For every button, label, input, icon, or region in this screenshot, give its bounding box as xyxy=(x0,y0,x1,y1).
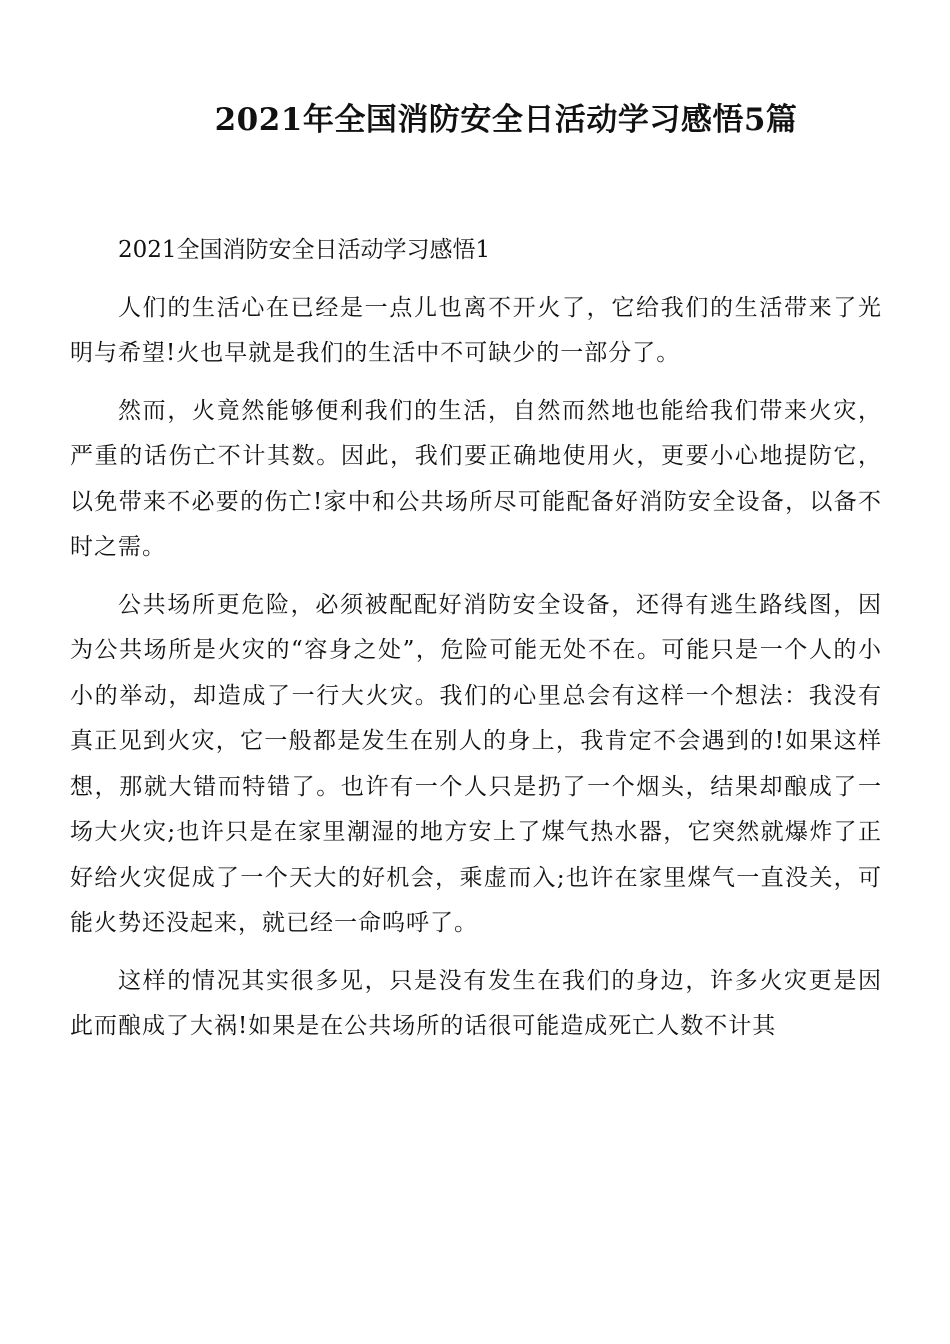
body-paragraph: 这样的情况其实很多见，只是没有发生在我们的身边，许多火灾更是因此而酿成了大祸!如果是在公共场所的话很可能造成死亡人数不计其 xyxy=(70,967,882,1039)
section-subheading: 2021全国消防安全日活动学习感悟1 xyxy=(118,237,491,263)
body-paragraph: 人们的生活心在已经是一点儿也离不开火了，它给我们的生活带来了光明与希望!火也早就是我们的生活中不可缺少的一部分了。 xyxy=(70,294,882,366)
body-paragraph: 公共场所更危险，必须被配配好消防安全设备，还得有逃生路线图，因为公共场所是火灾的“容身之处”，危险可能无处不在。可能只是一个人的小小的举动，却造成了一行大火灾。我们的心里总会有这样一个想法：我没有真正见到火灾，它一般都是发生在别人的身上，我肯定不会遇到的!如果这样想，那就大错而特错了。也许有一个人只是扔了一个烟头，结果却酿成了一场大火灾;也许只是在家里潮湿的地方安上了煤气热水器，它突然就爆炸了正好给火灾促成了一个天大的好机会，乘虚而入;也许在家里煤气一直没关，可能火势还没起来，就已经一命呜呼了。 xyxy=(70,591,882,936)
document-title: 2021年全国消防安全日活动学习感悟5篇 xyxy=(214,102,798,138)
document-body xyxy=(70,228,882,1062)
body-paragraph: 然而，火竟然能够便利我们的生活，自然而然地也能给我们带来火灾，严重的话伤亡不计其数。因此，我们要正确地使用火，更要小心地提防它，以免带来不必要的伤亡!家中和公共场所尽可能配备好消防安全设备，以备不时之需。 xyxy=(70,397,882,560)
